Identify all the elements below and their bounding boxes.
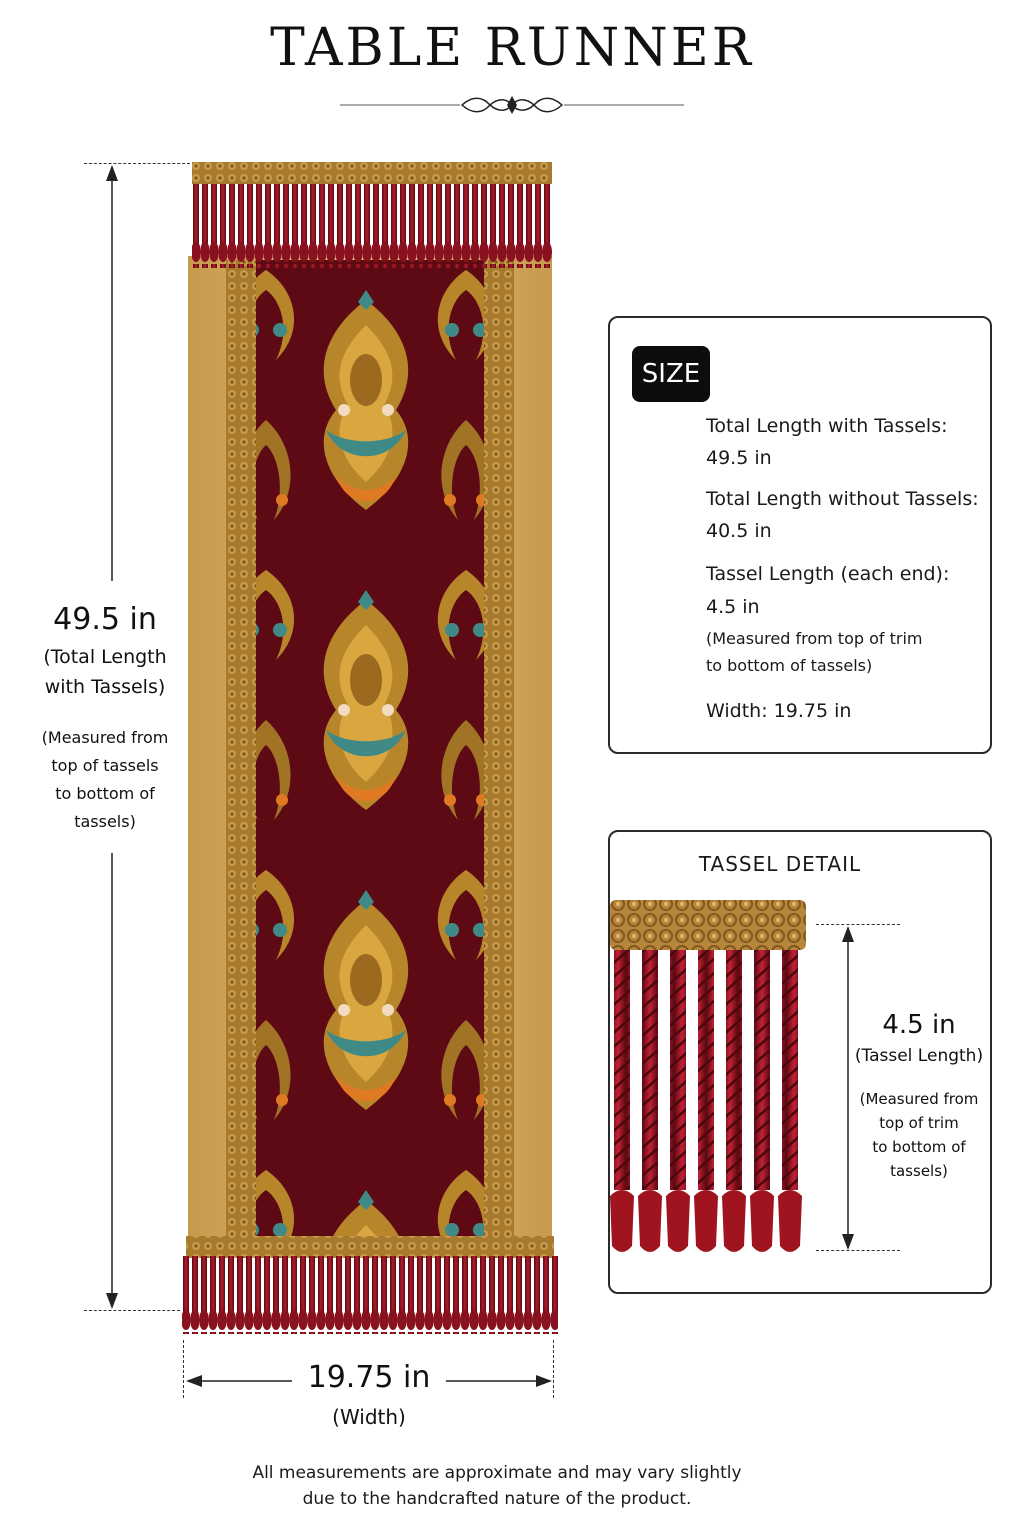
length-note-line3: to bottom of <box>55 784 155 803</box>
length-note-line4: tassels) <box>74 812 136 831</box>
tassel-detail-note-line4: tassels) <box>890 1162 948 1180</box>
size-badge: SIZE <box>632 346 710 402</box>
tassel-detail-note-line3: to bottom of <box>872 1138 966 1156</box>
total-without-tassels-value: 40.5 in <box>706 520 772 542</box>
detail-top-guide <box>816 924 900 925</box>
bottom-dashed-guide <box>84 1310 180 1311</box>
footer-line1: All measurements are approximate and may vary slightly <box>252 1463 742 1483</box>
tassel-detail-note-line1: (Measured from <box>859 1090 979 1108</box>
total-with-tassels-label: Total Length with Tassels: <box>706 415 948 437</box>
footer-disclaimer <box>0 1460 994 1512</box>
tassel-detail-value: 4.5 in <box>882 1010 956 1040</box>
tassel-detail-note-line2: top of trim <box>879 1114 959 1132</box>
width-value: 19.75 in <box>307 1360 431 1395</box>
tassel-detail-label: (Tassel Length) <box>854 1046 984 1066</box>
tassel-detail-panel <box>608 830 992 1294</box>
tassel-closeup-illustration <box>610 896 810 1268</box>
length-note-line2: top of tassels <box>51 756 159 775</box>
detail-bottom-guide <box>816 1250 900 1251</box>
total-with-tassels-value: 49.5 in <box>706 447 772 469</box>
total-without-tassels-label: Total Length without Tassels: <box>706 488 979 510</box>
tassel-length-arrow-icon <box>838 924 858 1252</box>
width-label: (Width) <box>332 1405 406 1429</box>
length-label-line2: with Tassels) <box>44 676 166 698</box>
tassel-length-label: Tassel Length (each end): <box>706 563 950 585</box>
length-value: 49.5 in <box>53 602 157 637</box>
length-note-line1: (Measured from <box>41 728 169 747</box>
tassel-detail-title: TASSEL DETAIL <box>698 852 862 876</box>
table-runner-illustration <box>178 160 562 1336</box>
tassel-length-value: 4.5 in <box>706 596 760 618</box>
tassel-note-line1: (Measured from top of trim <box>706 629 923 648</box>
divider-ornament-icon <box>340 92 684 118</box>
length-label-line1: (Total Length <box>43 646 167 668</box>
footer-line2: due to the handcrafted nature of the product. <box>302 1489 692 1509</box>
size-panel <box>608 316 992 754</box>
page-title: TABLE RUNNER <box>270 18 754 78</box>
width-spec: Width: 19.75 in <box>706 700 852 722</box>
tassel-note-line2: to bottom of tassels) <box>706 656 873 675</box>
